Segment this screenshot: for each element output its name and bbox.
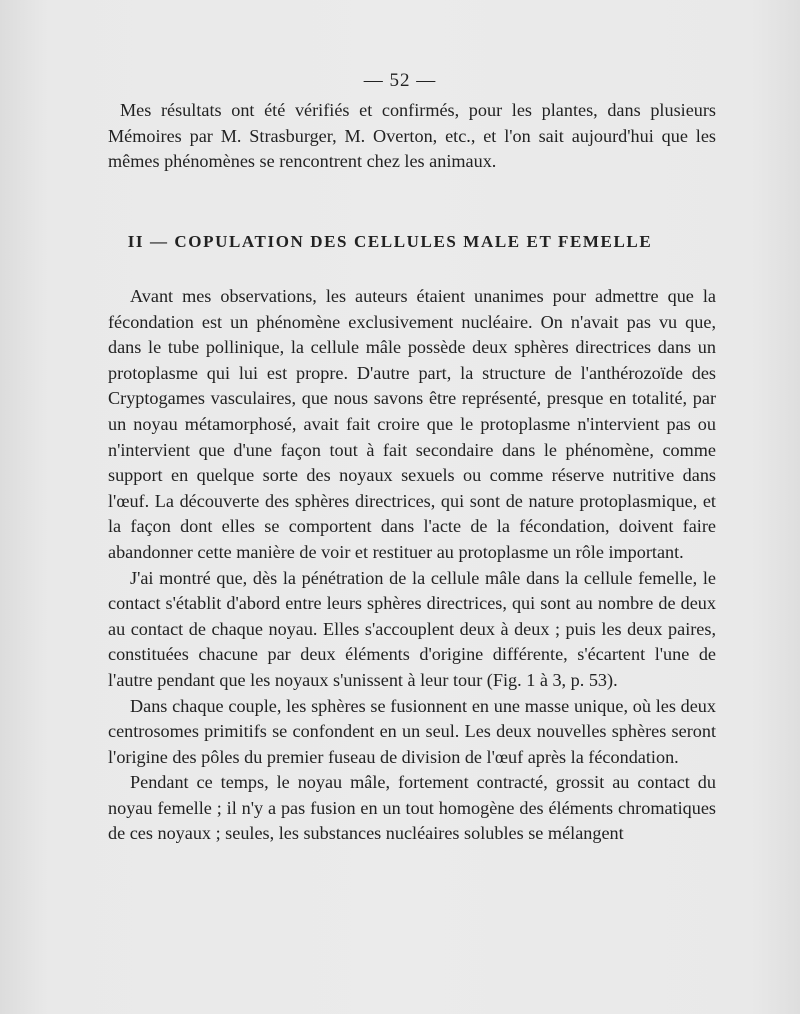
paragraph-1: Avant mes observations, les auteurs étaient unanimes pour admettre que la fécondation est un phénomène exclusivement nucléaire. On n'avait pas vu que, dans le tube pollinique, la cellule mâle possède deux sphères directrices dans un protoplasme qui lui est propre. D'autre part, la structure de l'anthérozoïde des Cryptogames vasculaires, que nous savons être représenté, presque en totalité, par un noyau métamorphosé, avait fait croire que le protoplasme n'intervient pas ou n'intervient que d'une façon tout à fait secondaire dans le phénomène, comme support en quelque sorte des noyaux sexuels ou comme réserve nutritive dans l'œuf. La découverte des sphères directrices, qui sont de nature protoplasmique, et la façon dont elles se comportent dans l'acte de la fécondation, doivent faire abandonner cette manière de voir et restituer au protoplasme un rôle important. [108,286,716,562]
page-number: — 52 — [363,70,437,91]
section-heading: II — COPULATION DES CELLULES MALE ET FEMELLE [127,232,653,251]
body-text [108,284,716,847]
paragraph-2: J'ai montré que, dès la pénétration de la cellule mâle dans la cellule femelle, le contact s'établit d'abord entre leurs sphères directrices, qui sont au nombre de deux au contact de chaque noyau. Elles s'accouplent deux à deux ; puis les deux paires, constituées chacune par deux éléments d'origine différente, s'écartent l'une de l'autre pendant que les noyaux s'unissent à leur tour (Fig. 1 à 3, p. 53). [108,567,716,690]
paragraph-3: Dans chaque couple, les sphères se fusionnent en une masse unique, où les deux centrosomes primitifs se confondent en un seul. Les deux nouvelles sphères seront l'origine des pôles du premier fuseau de division de l'œuf après la fécondation. [108,695,716,767]
opening-paragraph: Mes résultats ont été vérifiés et confirmés, pour les plantes, dans plusieurs Mémoires par M. Strasburger, M. Overton, etc., et l'on sait aujourd'hui que les mêmes phénomènes se rencontrent chez les animaux. [108,100,716,172]
paragraph-4: Pendant ce temps, le noyau mâle, fortement contracté, grossit au contact du noyau femelle ; il n'y a pas fusion en un tout homogène des éléments chromatiques de ces noyaux ; seules, les substances nucléaires solubles se mélangent [108,772,716,844]
opening-text [108,98,716,175]
